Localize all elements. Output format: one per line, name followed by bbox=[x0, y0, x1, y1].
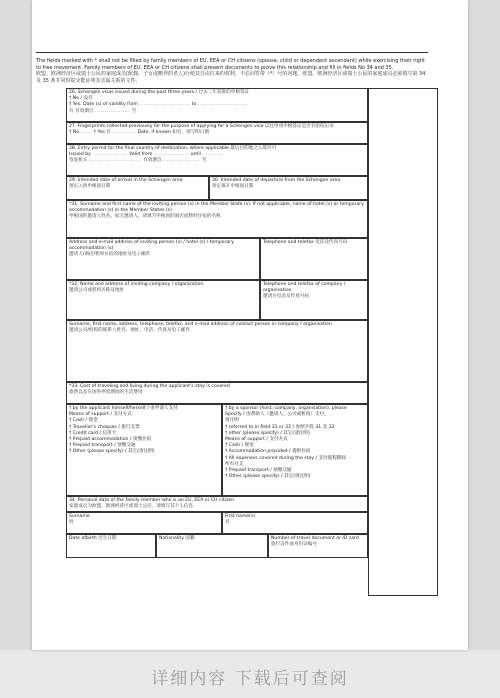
f31-tel: Telephone and telefax bbox=[263, 240, 314, 245]
f34-cn: 家庭成员为欧盟、欧洲经济区或瑞士公民，请填写其个人信息 bbox=[69, 504, 194, 510]
f31-cn: 申根国的邀请人姓名。如无邀请人，请填写申根国的酒店或暂时住宿的名称 bbox=[69, 214, 221, 220]
f33-option[interactable]: † Prepaid transport / 预缴交通 bbox=[69, 443, 136, 449]
f33-option[interactable]: † by a sponsor (host, company, organisation), please bbox=[225, 406, 347, 411]
contact-title: Surname, first name, address, telephone, telefax, and e-mail address of contact person in company / organisation bbox=[69, 322, 332, 327]
f33-option[interactable]: † Other (please specify) / 其它(请注明) bbox=[69, 449, 155, 455]
f34-dob-cn: 出生日期 bbox=[98, 536, 117, 541]
f29-cn: 预定入境申根国日期 bbox=[69, 184, 111, 190]
field-29-arrival-date[interactable] bbox=[66, 176, 209, 200]
field-32-telephone[interactable] bbox=[260, 280, 368, 320]
f26-validity-cn: 有效期自 bbox=[75, 108, 94, 114]
f27-no[interactable]: † No bbox=[69, 130, 80, 136]
f34-nat-cn: 国籍 bbox=[185, 536, 195, 541]
f33-option[interactable]: † Prepaid transport / 预缴交通 bbox=[225, 468, 292, 474]
field-27-fingerprints[interactable]: 27. Fingerprints collected previously for the purpose of applying for a Schengen visa 以往申请申根签证是否有指纹记录 † No ...... † Yes 有 ............ Date, if known 如有，请写明日期 bbox=[66, 122, 368, 144]
f34-first-cn: 名 bbox=[225, 520, 230, 526]
f30-title: 30. Intended date of departure from the Schengen area bbox=[212, 178, 341, 183]
f34-doc-cn: 旅行证件或身份证编号 bbox=[271, 542, 317, 548]
f33-option[interactable]: † All expenses covered during the stay / 支付旅程期间 bbox=[225, 455, 347, 461]
field-34-family-member bbox=[66, 496, 368, 512]
f33-option: Means of support / 支付方式 bbox=[69, 412, 132, 418]
f26-to: to bbox=[191, 102, 197, 108]
f34-first: First name(s) bbox=[225, 514, 256, 519]
f32-tel: Telephone and telefax of company / organisation bbox=[263, 282, 346, 294]
field-31-inviting-person[interactable] bbox=[66, 200, 368, 238]
f26-yes[interactable]: † Yes. Date (s) of validity from bbox=[69, 102, 138, 108]
f33-option[interactable]: † Cash / 现金 bbox=[225, 443, 254, 449]
field-30-departure-date[interactable] bbox=[209, 176, 368, 200]
field-28-entry-permit[interactable]: 28. Entry permit for the final country of destination, where applicable 最后目的地之入境许可 Issued by .................. Valid from .................. until ........... 签发机关 ........................... 有效期自 ................... 至 bbox=[66, 144, 368, 176]
field-34-first-name[interactable] bbox=[222, 512, 368, 534]
field-33-cost-header bbox=[66, 382, 368, 404]
top-divider bbox=[36, 52, 428, 53]
f33-option[interactable]: † Other (please specify) / 其它(请注明) bbox=[225, 474, 311, 480]
f33-option[interactable]: † Credit card / 信用卡 bbox=[69, 430, 117, 436]
f28-valid: Valid from bbox=[129, 152, 153, 158]
f33-option: 所有开支 bbox=[225, 461, 244, 467]
f28-until-cn: 至 bbox=[201, 158, 207, 164]
f28-title: 28. Entry permit for the final country of destination, where applicable bbox=[69, 146, 229, 151]
f27-date: Date, if known bbox=[137, 130, 171, 136]
f32-cn: 邀请公司或机构名称及地址 bbox=[69, 288, 125, 294]
f26-no-cn: 没有 bbox=[83, 96, 93, 102]
f33-option[interactable]: † referred to in field 31 or 32 / 参照字段 31 及 32 bbox=[225, 424, 335, 430]
official-use-column bbox=[368, 88, 438, 596]
field-34-surname[interactable] bbox=[66, 512, 222, 534]
f32-tel-cn: 邀请方电话及传真号码 bbox=[263, 294, 309, 300]
f27-title-cn: 以往申请申根签证是否有指纹记录 bbox=[264, 124, 334, 129]
f26-title: 26. Schengen visas issued during the past three years bbox=[69, 90, 195, 95]
f26-title-cn: 过去三年获批的申根签证 bbox=[198, 90, 250, 95]
f34-title: 34. Personal data of the family member who is an EU, EEA or CH citizen bbox=[69, 498, 235, 503]
field-26-schengen-visas[interactable]: 26. Schengen visas issued during the past three years / 过去三年获批的申根签证 † No / 没有 † Yes. Date (s) of validity from .......................... to .......................... 有 有效期自 .................. 至 bbox=[66, 88, 368, 122]
f27-yes-cn: 有 bbox=[106, 130, 111, 136]
f26-no[interactable]: † No bbox=[69, 96, 80, 102]
f26-to-cn: 至 bbox=[131, 108, 137, 114]
field-33-applicant-pays[interactable] bbox=[66, 404, 222, 496]
f28-until: until bbox=[190, 152, 201, 158]
f33-option[interactable]: † by the applicant himself/herself / 由申请人支付 bbox=[69, 406, 178, 411]
f29-title: 29. Intended date of arrival in the Schengen area bbox=[69, 178, 183, 183]
f34-surname-cn: 姓 bbox=[69, 520, 74, 526]
field-34-nationality[interactable] bbox=[156, 534, 268, 558]
intro-notice bbox=[36, 58, 428, 84]
f31-title: *31. Surname and first name of the inviting person (s) in the Member State (s). If not applicable, name of hotel (s) or temporary accommodation (s) in the Member States (s) bbox=[69, 202, 364, 214]
contact-cn: 邀请公司/机构的联系人姓名、地址、电话、传真及电子邮件 bbox=[69, 328, 190, 334]
f28-issued-cn: 签发机关 bbox=[69, 158, 88, 164]
f30-cn: 预定离开申根国日期 bbox=[212, 184, 254, 190]
f33-option: Means of support / 支付方式 bbox=[225, 437, 288, 443]
f26-yes-cn: 有 bbox=[69, 108, 74, 114]
field-34-dob[interactable] bbox=[66, 534, 156, 558]
f31-addr: Address and e-mail address of inviting person (s) / hotel (s) / temporary accommodation (s) bbox=[69, 240, 234, 252]
f27-title: 27. Fingerprints collected previously for the purpose of applying for a Schengen visa bbox=[69, 124, 264, 129]
intro-cn: 欧盟、欧洲经济区或瑞士公民的家庭成员(配偶、子女或赡养的老人)行使其自由往来的权利，不必回答带（*）号的问题。欧盟、欧洲经济区或瑞士公民的家庭成员必须填写第 34 及 35 条并同时提交能证明其亲属关系的文件。 bbox=[36, 71, 426, 84]
f33-cn: 旅费以及在国外停留期间的生活费用 bbox=[69, 390, 143, 396]
f28-valid-cn: 有效期自 bbox=[143, 158, 162, 164]
f32-title: *32. Name and address of inviting company / organization bbox=[69, 282, 204, 287]
intro-en: The fields marked with * shall not be filled by family members of EU, EEA or CH citizens (spouse, child or dependent ascendant) while exercising their right to free movement. Family members of EU, EEA or CH citizens shall present documents to prove this relationship and fill in fields No 34 and 35. bbox=[36, 58, 425, 71]
f31-addr-cn: 邀请人/酒店/暂时住宿的地址及电子邮件 bbox=[69, 252, 151, 258]
f31-tel-cn: 电话及传真号码 bbox=[315, 240, 348, 245]
f27-yes[interactable]: † Yes bbox=[93, 130, 105, 136]
f34-nat: Nationality bbox=[159, 536, 184, 541]
f28-issued: Issued by bbox=[69, 152, 91, 158]
f34-doc: Number of travel document or ID card bbox=[271, 536, 359, 541]
field-contact-person[interactable] bbox=[66, 320, 368, 382]
f33-option[interactable]: † other (please specify) / 其它(请注明) bbox=[225, 430, 310, 436]
f34-dob: Date ofbirth bbox=[69, 536, 97, 541]
field-33-sponsor-pays[interactable] bbox=[222, 404, 368, 496]
f33-option: 请注明 bbox=[225, 418, 239, 424]
f33-option[interactable]: † Traveller's cheques / 旅行支票 bbox=[69, 424, 140, 430]
field-31-address[interactable] bbox=[66, 238, 260, 280]
f33-option: Specify / 由赞助人（邀请人、公司或机构）支付， bbox=[225, 412, 329, 418]
f28-title-cn: 最后目的地之入境许可 bbox=[230, 146, 277, 151]
f33-title: *33. Cost of traveling and living during the applicant's stay is covered bbox=[69, 384, 230, 389]
f27-date-cn: 如有，请写明日期 bbox=[172, 130, 209, 136]
download-hint: 详细内容 下载后可查阅 bbox=[151, 669, 349, 689]
f34-surname: Surname bbox=[69, 514, 90, 519]
field-32-inviting-company[interactable] bbox=[66, 280, 260, 320]
field-34-travel-doc[interactable] bbox=[268, 534, 368, 558]
field-31-telephone[interactable] bbox=[260, 238, 368, 280]
f33-option[interactable]: † Cash / 现金 bbox=[69, 418, 98, 424]
f33-option[interactable]: † Accommodation provided / 提供住宿 bbox=[225, 449, 311, 455]
f33-option[interactable]: † Prepaid accommodation / 预缴住宿 bbox=[69, 437, 152, 443]
